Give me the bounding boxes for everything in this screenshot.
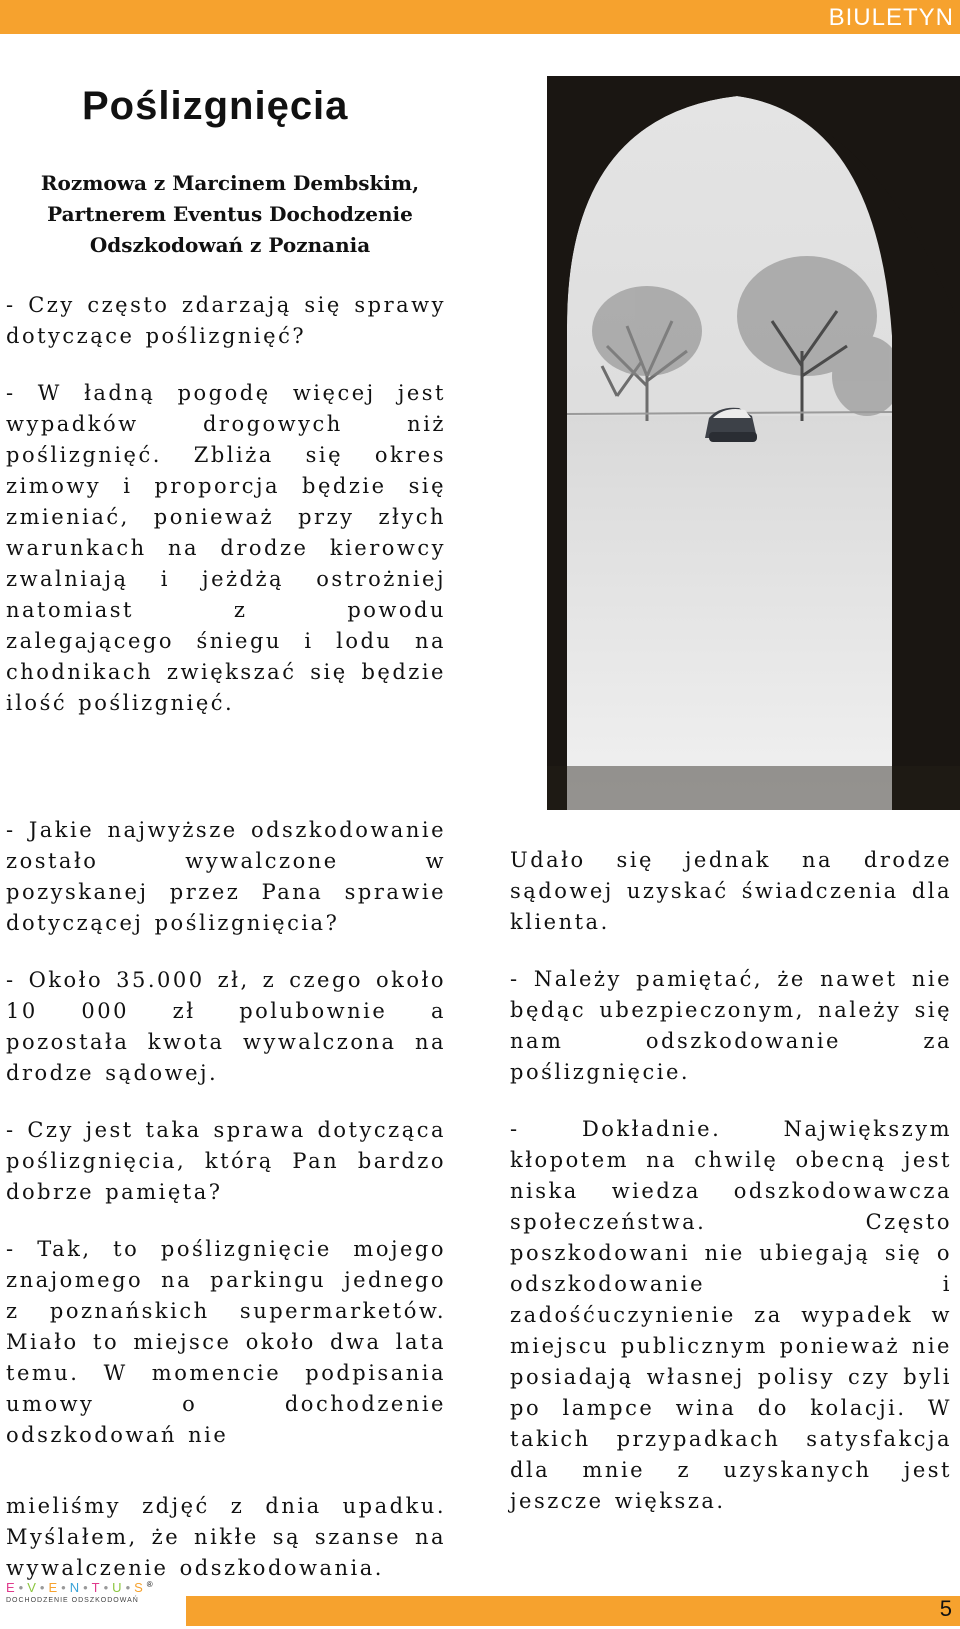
paragraph: - Tak, to poślizgnięcie mojego znajomego na parkingu jednego z poznańskich supermarketów. Miało to miejsce około dwa lata temu. W momencie podpisania umowy o dochodzenie odszkodowań nie [6,1237,446,1447]
paragraph: - Około 35.000 zł, z czego około 10 000 zł polubownie a pozostała kwota wywalczona na drodze sądowej. [6,968,446,1085]
logo-letter: S [134,1580,145,1595]
header-bar [0,0,960,34]
paragraph: - Czy jest taka sprawa dotycząca poślizgnięcia, którą Pan bardzo dobrze pamięta? [6,1118,446,1204]
article-subtitle: Rozmowa z Marcinem Dembskim, Partnerem Eventus Dochodzenie Odszkodowań z Poznania [40,171,420,257]
footer-bar [186,1596,960,1626]
paragraph: - Dokładnie. Największym kłopotem na chwilę obecną jest niska wiedza odszkodowawcza społeczeństwa. Często poszkodowani nie ubiegają się o odszkodowanie i zadośćuczynienie za wypadek w miejscu publicznym ponieważ nie posiadają własnej polisy czy byli po lampce wina do kolacji. W takich przypadkach satysfakcja dla mnie z uzyskanych jest jeszcze większa. [510,1117,952,1513]
logo-letter: T [91,1580,102,1595]
logo-letter: N [69,1580,82,1595]
paragraph: - Należy pamiętać, że nawet nie będąc ubezpieczonym, należy się nam odszkodowanie za poślizgnięcie. [510,967,952,1084]
logo-letter: E [6,1580,17,1595]
logo-wordmark: E • V • E • N • T • U • S ® [6,1580,155,1595]
paragraph: mieliśmy zdjęć z dnia upadku. Myślałem, że nikłe są szanse na wywalczenie odszkodowania. [6,1494,446,1580]
page-number: 5 [939,1596,952,1621]
header-label: BIULETYN [828,4,954,31]
snowy-archway-photo [547,76,960,810]
logo-letter: E [48,1580,60,1595]
right-column [510,845,952,1543]
eventus-logo [6,1580,184,1610]
logo-letter: V [27,1580,38,1595]
paragraph: - W ładną pogodę więcej jest wypadków drogowych niż poślizgnięć. Zbliża się okres zimowy i proporcja będzie się zmieniać, ponieważ przy złych warunkach na drodze kierowcy zwalniają i jeżdżą ostrożniej natomiast z powodu zalegającego śniegu i lodu na chodnikach zwiększać się będzie ilość poślizgnięć. [6,381,446,715]
left-column [6,290,446,1610]
article-title: Poślizgnięcia [82,84,349,128]
paragraph: - Czy często zdarzają się sprawy dotyczące poślizgnięć? [6,293,446,348]
logo-letter: U [112,1580,124,1595]
registered-mark: ® [146,1580,155,1589]
paragraph: - Jakie najwyższe odszkodowanie zostało wywalczone w pozyskanej przez Pana sprawie dotyczącej poślizgnięcia? [6,818,446,935]
logo-tagline: DOCHODZENIE ODSZKODOWAŃ [6,1597,139,1604]
paragraph: Udało się jednak na drodze sądowej uzyskać świadczenia dla klienta. [510,848,952,934]
